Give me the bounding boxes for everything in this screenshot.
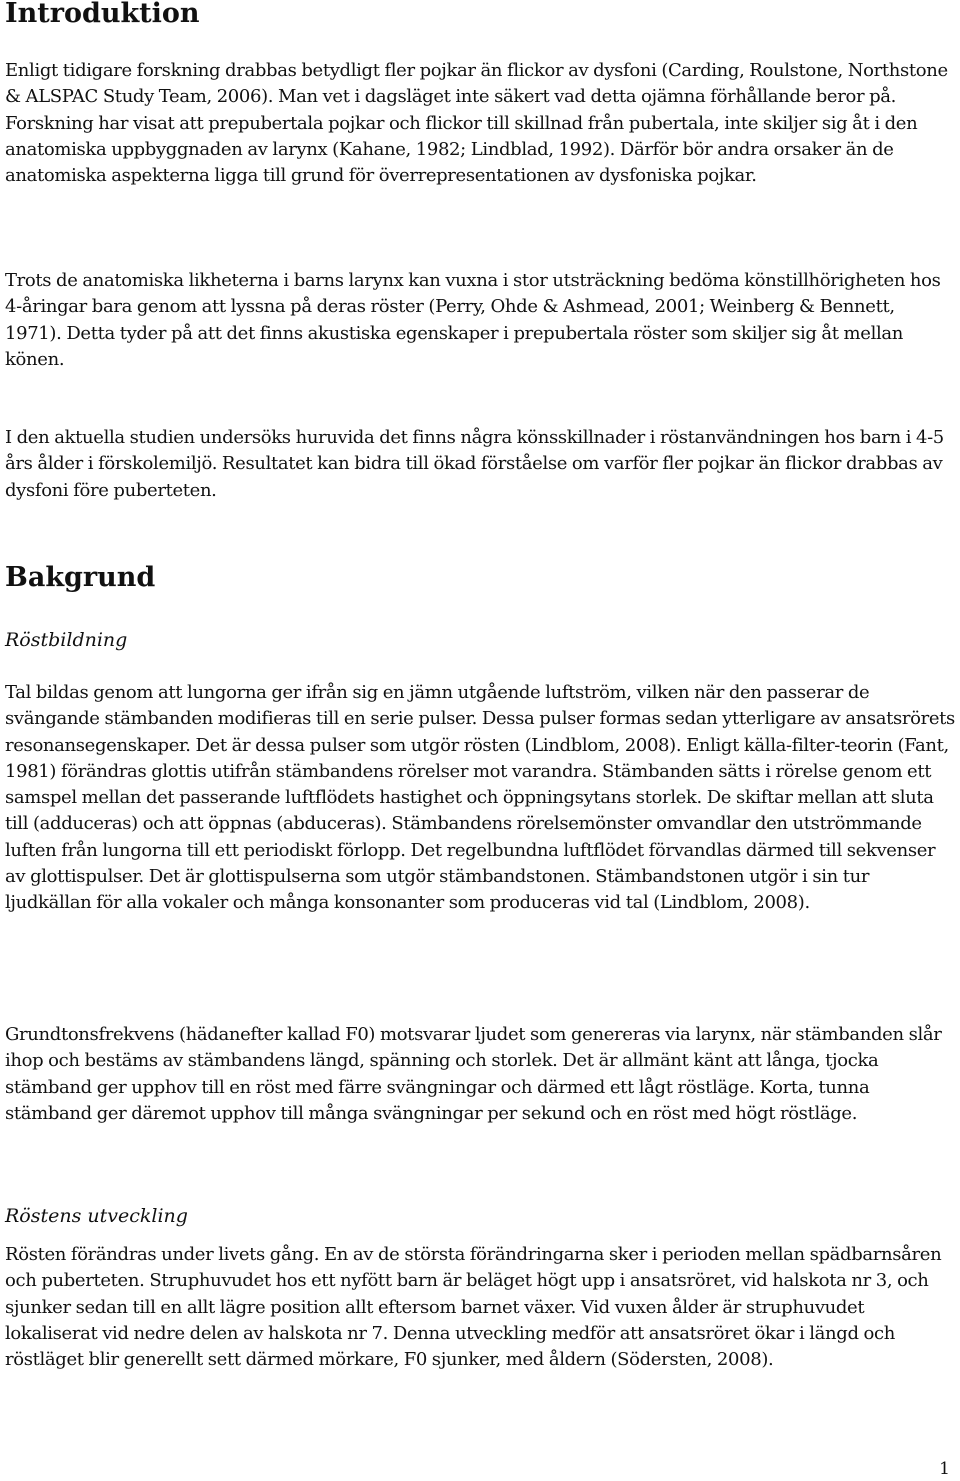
subheading-rostens-utveckling: Röstens utveckling: [5, 1205, 188, 1227]
heading-bakgrund: Bakgrund: [5, 562, 156, 593]
paragraph-intro-1: Enligt tidigare forskning drabbas betydligt fler pojkar än flickor av dysfoni (Carding, Roulstone, Northstone & ALSPAC Study Team, 2006). Man vet i dagsläget inte säkert vad detta ojämna förhållande beror på. Forskning har visat att prepubertala pojkar och flickor till skillnad från pubertala, inte skiljer sig åt i den anatomiska uppbyggnaden av larynx (Kahane, 1982; Lindblad, 1992). Därför bör andra orsaker än de anatomiska aspekterna ligga till grund för överrepresentationen av dysfoniska pojkar.: [5, 60, 948, 187]
paragraph-utveckling-1: Rösten förändras under livets gång. En av de största förändringarna sker i perioden mellan spädbarnsåren och puberteten. Struphuvudet hos ett nyfött barn är beläget högt upp i ansatsröret, vid halskota nr 3, och sjunker sedan till en allt lägre position allt eftersom barnet växer. Vid vuxen ålder är struphuvudet lokaliserat vid nedre delen av halskota nr 7. Denna utveckling medför att ansatsröret ökar i längd och röstläget blir generellt sett därmed mörkare, F0 sjunker, med åldern (Södersten, 2008).: [5, 1244, 942, 1371]
paragraph-intro-2: Trots de anatomiska likheterna i barns larynx kan vuxna i stor utsträckning bedöma könstillhörigheten hos 4-åringar bara genom att lyssna på deras röster (Perry, Ohde & Ashmead, 2001; Weinberg & Bennett, 1971). Detta tyder på att det finns akustiska egenskaper i prepubertala röster som skiljer sig åt mellan könen.: [5, 270, 941, 370]
heading-introduktion: Introduktion: [5, 0, 200, 29]
paragraph-intro-3: I den aktuella studien undersöks huruvida det finns några könsskillnader i röstanvändningen hos barn i 4-5 års ålder i förskolemiljö. Resultatet kan bidra till ökad förståelse om varför fler pojkar än flickor drabbas av dysfoni före puberteten.: [5, 427, 944, 501]
page-number: 1: [939, 1459, 950, 1479]
paragraph-rostbildning-1: Tal bildas genom att lungorna ger ifrån sig en jämn utgående luftström, vilken när den passerar de svängande stämbanden modifieras till en serie pulser. Dessa pulser formas sedan ytterligare av ansatsrörets resonansegenskaper. Det är dessa pulser som utgör rösten (Lindblom, 2008). Enligt källa-filter-teorin (Fant, 1981) förändras glottis utifrån stämbandens rörelser mot varandra. Stämbanden sätts i rörelse genom ett samspel mellan det passerande luftflödets hastighet och öppningsytans storlek. De skiftar mellan att sluta till (adduceras) och att öppnas (abduceras). Stämbandens rörelsemönster omvandlar den utströmmande luften från lungorna till ett periodiskt förlopp. Det regelbundna luftflödet förvandlas därmed till sekvenser av glottispulser. Det är glottispulserna som utgör stämbandstonen. Stämbandstonen utgör i sin tur ljudkällan för alla vokaler och många konsonanter som produceras vid tal (Lindblom, 2008).: [5, 682, 955, 914]
paragraph-rostbildning-2: Grundtonsfrekvens (hädanefter kallad F0) motsvarar ljudet som genereras via larynx, när stämbanden slår ihop och bestäms av stämbandens längd, spänning och storlek. Det är allmänt känt att långa, tjocka stämband ger upphov till en röst med färre svängningar och därmed ett lågt röstläge. Korta, tunna stämband ger däremot upphov till många svängningar per sekund och en röst med högt röstläge.: [5, 1024, 942, 1124]
subheading-rostbildning: Röstbildning: [5, 629, 128, 651]
